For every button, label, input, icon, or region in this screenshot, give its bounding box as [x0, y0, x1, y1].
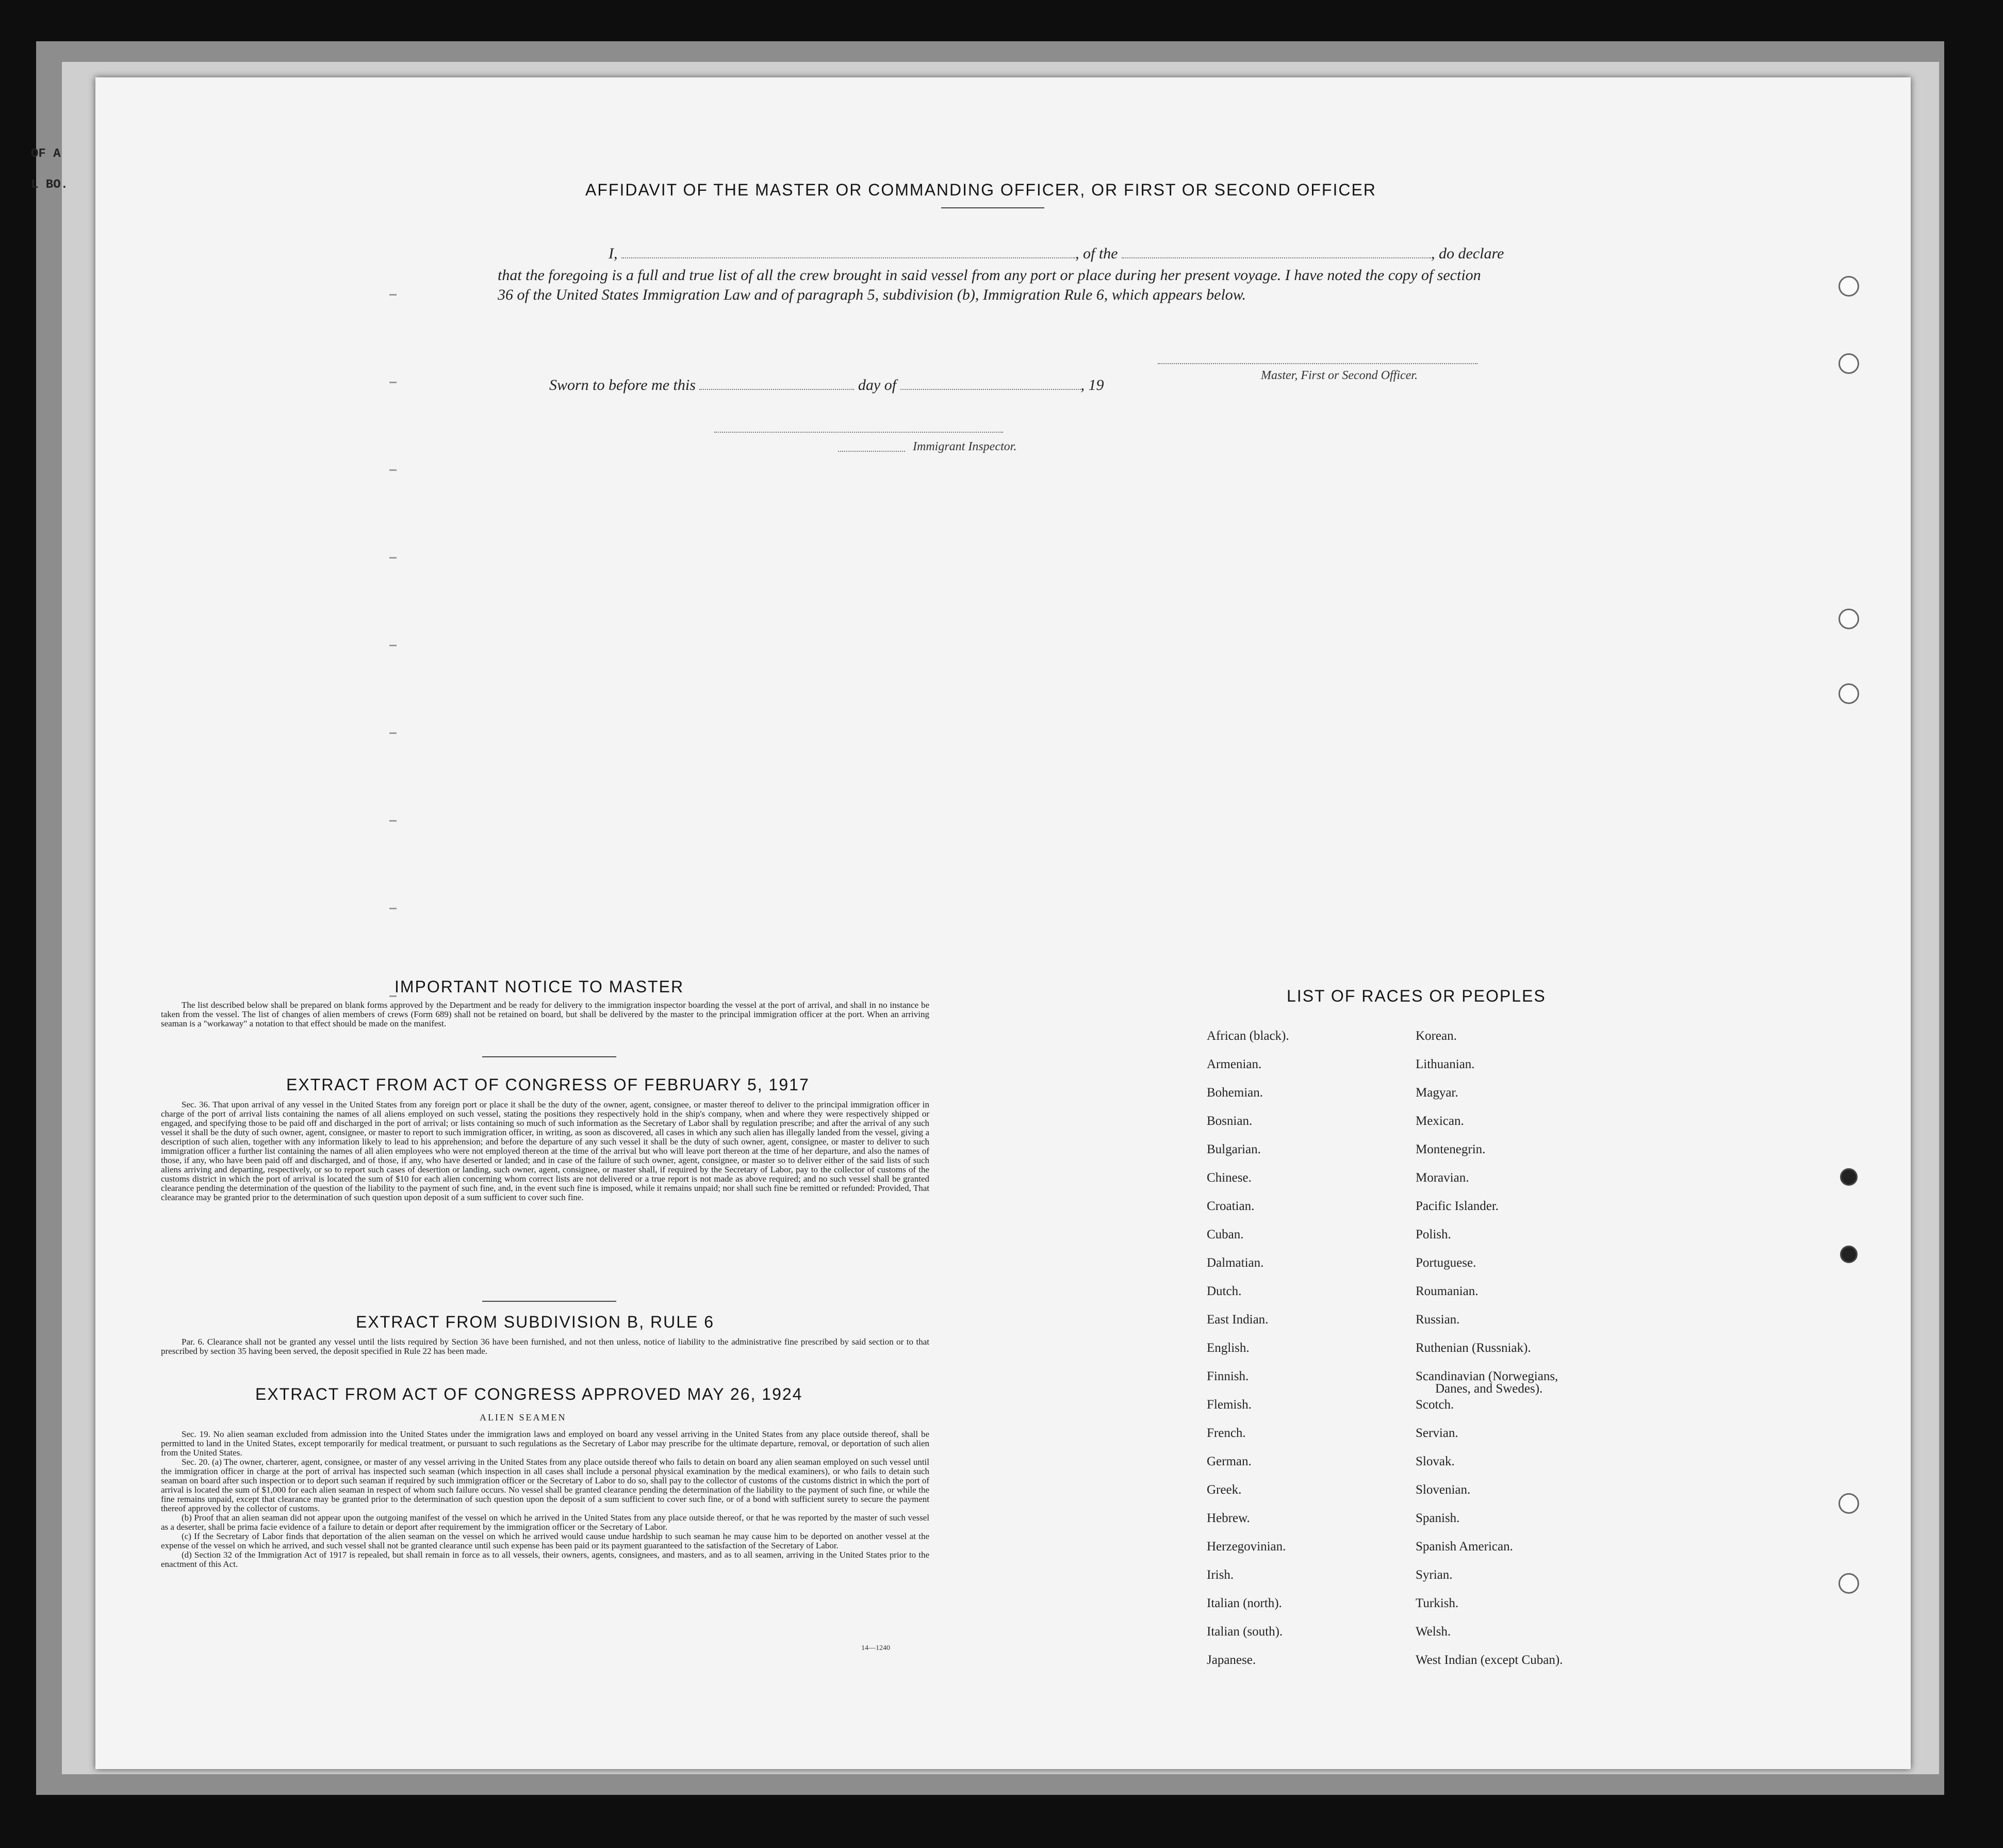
extract-rule6-title: EXTRACT FROM SUBDIVISION B, RULE 6 — [356, 1313, 715, 1331]
section-divider — [482, 1301, 616, 1302]
race-item: Italian (north). — [1207, 1596, 1282, 1610]
race-item: Herzegovinian. — [1207, 1540, 1286, 1553]
punch-hole-icon — [1838, 353, 1859, 374]
race-item: Croatian. — [1207, 1199, 1255, 1213]
race-item: Armenian. — [1207, 1057, 1262, 1071]
section-20a-paragraph: Sec. 20. (a) The owner, charterer, agent, consignee, or master of any vessel arriving in the United States from any place outside thereof who fails to detain on board any alien seaman employed on such vessel until the immigration officer in charge at the port of arrival has inspected such seaman (which inspection in all cases shall include a personal physical examination by the medical examiners), or who fails to detain such seaman on board after such inspection or to deport such seaman if required by such immigration officer or the Secretary of Labor to do so, shall pay to the collector of customs of the customs district in which the port of arrival is located the sum of $1,000 for each alien seaman in respect of whom such failure occurs. No vessel shall be granted clearance pending the determination of the liability to the payment of such fine, or while the fine remains unpaid, except that clearance may be granted prior to the determination of such question upon the deposit of a sum sufficient to cover such fine, or of a bond with sufficient surety to secure the payment thereof approved by the collector of customs. — [161, 1457, 929, 1513]
section-20d-paragraph: (d) Section 32 of the Immigration Act of 1917 is repealed, but shall remain in force as to all vessels, their owners, agents, consignees, and masters, and as to all seamen, arriving in the United States prior to the enactment of this Act. — [161, 1550, 929, 1569]
punch-hole-icon — [1838, 609, 1859, 629]
margin-mark — [389, 645, 397, 646]
form-number: 14—1240 — [861, 1644, 890, 1652]
race-item: African (black). — [1207, 1029, 1289, 1043]
margin-mark — [389, 469, 397, 471]
race-item: Mexican. — [1416, 1114, 1464, 1128]
punch-hole-icon — [1838, 276, 1859, 297]
race-item: Bosnian. — [1207, 1114, 1253, 1128]
notice-title: IMPORTANT NOTICE TO MASTER — [395, 977, 684, 996]
race-item: Hebrew. — [1207, 1511, 1250, 1525]
inspector-signature-field[interactable] — [714, 431, 1003, 433]
race-item: Scotch. — [1416, 1398, 1454, 1412]
master-signature-field[interactable] — [1158, 362, 1477, 364]
race-item: Dalmatian. — [1207, 1256, 1264, 1270]
affidavit-declaration-line — [609, 245, 1588, 263]
race-item: Syrian. — [1416, 1568, 1453, 1582]
sworn-line — [549, 377, 1104, 394]
race-item: Japanese. — [1207, 1653, 1256, 1667]
margin-mark — [389, 294, 397, 296]
edge-fragment-text: OF A — [31, 147, 61, 161]
section-19-paragraph: Sec. 19. No alien seaman excluded from admission into the United States under the immigration laws and employed on board any vessel arriving in the United States from any place outside thereof, shall be permitted to land in the United States, except temporarily for medical treatment, or pursuant to such regulations as the Secretary of Labor may prescribe for the ultimate departure, removal, or deportation of such alien from the United States. — [161, 1429, 929, 1458]
race-item: Irish. — [1207, 1568, 1234, 1582]
declarant-prefix: I, — [609, 245, 618, 262]
race-item: Flemish. — [1207, 1398, 1252, 1412]
edge-fragment-text: L BO. — [31, 178, 69, 192]
punch-hole-icon — [1838, 1573, 1859, 1594]
punch-hole-icon — [1838, 683, 1859, 704]
inspector-signature-field-2[interactable] — [838, 450, 905, 452]
sworn-prefix: Sworn to before me this — [549, 377, 696, 394]
of-the-label: , of the — [1075, 245, 1118, 262]
notice-text — [161, 1001, 929, 1028]
master-caption: Master, First or Second Officer. — [1261, 369, 1418, 382]
race-item: Turkish. — [1416, 1596, 1459, 1610]
extract-1917-text — [161, 1100, 929, 1202]
title-divider — [941, 207, 1044, 208]
race-item: French. — [1207, 1426, 1246, 1440]
race-item: Danes, and Swedes). — [1435, 1382, 1543, 1396]
race-item: Servian. — [1416, 1426, 1458, 1440]
declare-label: , do declare — [1431, 245, 1504, 262]
race-item: Bohemian. — [1207, 1086, 1263, 1100]
section-20c-paragraph: (c) If the Secretary of Labor finds that deportation of the alien seaman on the vessel on which he arrived would cause undue hardship to such seaman he may cause him to be deported on another vessel at the expense of the vessel on which he arrived, and such vessel shall not be granted clearance until such expense has been paid or its payment guaranteed to the satisfaction of the Secretary of Labor. — [161, 1531, 929, 1550]
race-item: Roumanian. — [1416, 1284, 1479, 1298]
race-item: Korean. — [1416, 1029, 1457, 1043]
race-item: Welsh. — [1416, 1625, 1451, 1639]
race-item: Greek. — [1207, 1483, 1242, 1497]
race-item: Montenegrin. — [1416, 1142, 1486, 1156]
notice-paragraph: The list described below shall be prepared on blank forms approved by the Department and be ready for delivery to the immigration inspector boarding the vessel at the port of arrival, and shall in no instance be taken from the vessel. The list of changes of alien members of crews (Form 689) shall not be retained on board, but shall be delivered by the master to the principal immigration officer at the port. When an arriving seaman is a "workaway" a notation to that effect should be made on the manifest. — [161, 1000, 929, 1028]
race-item: East Indian. — [1207, 1313, 1269, 1327]
race-item: Polish. — [1416, 1228, 1451, 1241]
race-item: Bulgarian. — [1207, 1142, 1261, 1156]
day-of-label: day of — [858, 377, 897, 394]
margin-mark — [389, 908, 397, 909]
section-divider — [482, 1056, 616, 1057]
race-item: Scandinavian (Norwegians, — [1416, 1369, 1558, 1383]
race-item: Lithuanian. — [1416, 1057, 1475, 1071]
punch-hole-icon — [1838, 1493, 1859, 1514]
margin-mark — [389, 382, 397, 383]
race-item: German. — [1207, 1454, 1252, 1468]
declarant-name-field[interactable] — [621, 246, 1075, 258]
margin-mark — [389, 557, 397, 559]
vessel-name-field[interactable] — [1122, 246, 1431, 258]
race-item: Chinese. — [1207, 1171, 1252, 1185]
race-item: Cuban. — [1207, 1228, 1244, 1241]
race-item: Russian. — [1416, 1313, 1460, 1327]
extract-1924-title: EXTRACT FROM ACT OF CONGRESS APPROVED MAY 26, 1924 — [255, 1385, 803, 1403]
race-item: Spanish American. — [1416, 1540, 1513, 1553]
race-item: English. — [1207, 1341, 1250, 1355]
race-item: Slovenian. — [1416, 1483, 1471, 1497]
document-page — [95, 77, 1911, 1769]
extract-1924-text — [161, 1430, 929, 1569]
affidavit-body: that the foregoing is a full and true list of all the crew brought in said vessel from any port or place during her present voyage. I have noted the copy of section 36 of the United States Immigration Law and of paragraph 5, subdivision (b), Immigration Rule 6, which appears below. — [498, 267, 1481, 303]
race-item: Finnish. — [1207, 1369, 1249, 1383]
extract-rule6-paragraph: Par. 6. Clearance shall not be granted any vessel until the lists required by Section 36 have been furnished, and not then unless, notice of liability to the administrative fine prescribed by said section or to that prescribed by section 35 having been served, the deposit specified in Rule 22 has been made. — [161, 1337, 929, 1356]
section-20b-paragraph: (b) Proof that an alien seaman did not appear upon the outgoing manifest of the vessel on which he arrived in the United States from any place outside thereof, or that he was reported by the master of such vessel as a deserter, shall be prima facie evidence of a failure to detain or deport after requirement by the immigration officer or the Secretary of Labor. — [161, 1513, 929, 1532]
race-item: Magyar. — [1416, 1086, 1458, 1100]
margin-mark — [389, 820, 397, 822]
affidavit-title: AFFIDAVIT OF THE MASTER OR COMMANDING OFFICER, OR FIRST OR SECOND OFFICER — [585, 181, 1376, 199]
year-prefix: , 19 — [1080, 377, 1104, 394]
extract-rule6-text — [161, 1337, 929, 1356]
sworn-day-field[interactable] — [699, 378, 854, 390]
race-item: West Indian (except Cuban). — [1416, 1653, 1563, 1667]
punch-hole-icon — [1840, 1246, 1858, 1263]
sworn-month-field[interactable] — [900, 378, 1081, 390]
race-item: Dutch. — [1207, 1284, 1242, 1298]
race-item: Pacific Islander. — [1416, 1199, 1499, 1213]
extract-1917-title: EXTRACT FROM ACT OF CONGRESS OF FEBRUARY 5, 1917 — [286, 1075, 810, 1094]
margin-mark — [389, 732, 397, 734]
race-item: Spanish. — [1416, 1511, 1460, 1525]
races-title: LIST OF RACES OR PEOPLES — [1287, 987, 1546, 1005]
race-item: Italian (south). — [1207, 1625, 1283, 1639]
punch-hole-icon — [1840, 1168, 1858, 1186]
inspector-caption: Immigrant Inspector. — [913, 440, 1017, 453]
race-item: Portuguese. — [1416, 1256, 1476, 1270]
extract-1917-paragraph: Sec. 36. That upon arrival of any vessel in the United States from any foreign port or place it shall be the duty of the owner, agent, consignee, or master thereof to deliver to the principal immigration officer in charge of the port of arrival lists containing the names of all aliens employed on such vessel, stating the positions they respectively hold in the ship's company, when and where they were respectively shipped or engaged, and specifying those to be paid off and discharged in the port of arrival; or lists containing so much of such information as the Secretary of Labor shall by regulation prescribe; and after the arrival of any such vessel it shall be the duty of such owner, agent, consignee, or master to report to such immigration officer, in writing, as soon as discovered, all cases in which any such alien has illegally landed from the vessel, giving a description of such alien, together with any information likely to lead to his apprehension; and before the departure of any such vessel it shall be the duty of such owner, agent, consignee, or master to deliver to such immigration officer a further list containing the names of all alien employees who were not employed thereon at the time of the arrival but who will leave port thereon at the time of her departure, and also the names of those, if any, who have been paid off and discharged, and of those, if any, who have deserted or landed; and in case of the failure of such owner, agent, consignee, or master so to deliver either of the said lists of such aliens arriving and departing, respectively, or so to report such cases of desertion or landing, such owner, agent, consignee, or master shall, if required by the Secretary of Labor, pay to the collector of customs of the customs district in which the port of arrival is located the sum of $10 for each alien concerning whom correct lists are not delivered or a true report is not made as above required; and no such vessel shall be granted clearance pending the determination of the question of the liability to the payment of such fine, and, in the event such fine is imposed, while it remains unpaid; nor shall such fine be remitted or refunded: Provided, That clearance may be granted prior to the determination of such question upon deposit of a sum sufficient to cover such fine. — [161, 1100, 929, 1202]
race-item: Moravian. — [1416, 1171, 1469, 1185]
alien-seamen-subtitle: ALIEN SEAMEN — [480, 1412, 567, 1422]
race-item: Slovak. — [1416, 1454, 1455, 1468]
race-item: Ruthenian (Russniak). — [1416, 1341, 1531, 1355]
